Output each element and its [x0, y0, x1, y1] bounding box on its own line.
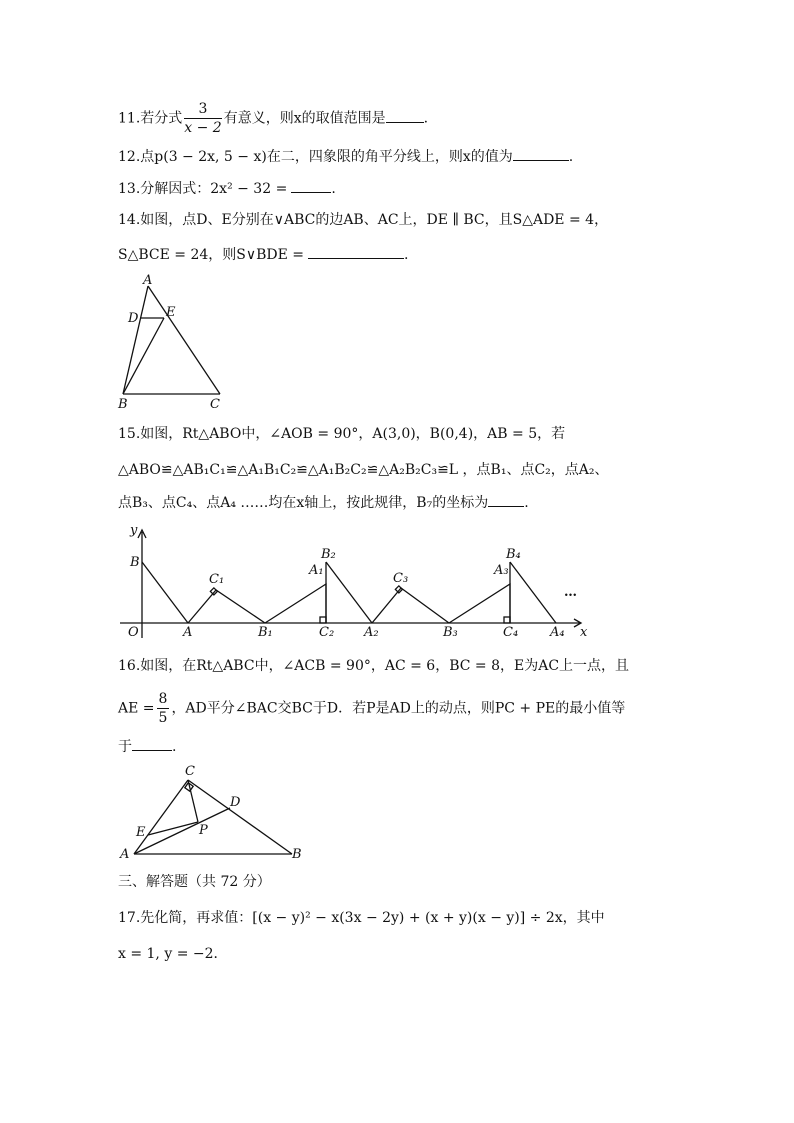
- q13-answer-blank[interactable]: [291, 178, 331, 193]
- fig14-side-ab: [123, 286, 148, 394]
- q12-end: .: [568, 149, 574, 165]
- fig15-label-a2: A₂: [364, 625, 379, 640]
- figure-16-right-triangle: [112, 762, 312, 864]
- fig15-label-a4: A₄: [550, 625, 565, 640]
- fig15-segment-b4a4: [510, 562, 556, 623]
- fig14-label-a: A: [143, 273, 153, 288]
- fig15-label-b2: B₂: [321, 547, 336, 562]
- fig15-segment-ba: [142, 562, 188, 623]
- q15-answer-blank[interactable]: [488, 492, 524, 507]
- fig15-label-x: x: [580, 625, 588, 640]
- fig16-segment-ad: [134, 808, 230, 854]
- q11-numerator: 3: [184, 100, 221, 119]
- question-14-line1: [118, 210, 608, 230]
- fig16-side-cb: [188, 780, 292, 854]
- fig15-triangle-1: [188, 590, 265, 623]
- q15-line3: 点B₃、点C₄、点A₄ ……均在x轴上，按此规律，B₇的坐标为: [118, 495, 489, 511]
- fig14-label-e: E: [166, 305, 176, 320]
- fig16-label-c: C: [185, 764, 195, 779]
- fig16-label-b: B: [292, 847, 302, 862]
- fig14-label-d: D: [128, 311, 139, 326]
- fig16-side-ca: [134, 780, 188, 854]
- q16-line1: 16.如图，在Rt△ABC中，∠ACB = 90°，AC = 6，BC = 8，E为AC上一点，且: [118, 658, 630, 674]
- q11-answer-blank[interactable]: [386, 108, 424, 123]
- fig15-right-angle-c1: [210, 588, 217, 595]
- fig14-segment-be: [123, 318, 164, 394]
- q16-end: .: [172, 739, 177, 755]
- fig14-label-b: B: [118, 397, 128, 412]
- q14-answer-blank[interactable]: [308, 244, 404, 259]
- fig15-label-c1: C₁: [209, 572, 225, 587]
- fig16-label-e: E: [136, 825, 146, 840]
- fig15-label-a1: A₁: [309, 563, 324, 578]
- fig15-triangle-3: [372, 588, 449, 623]
- q11-fraction: [184, 100, 221, 137]
- q16-line3: 于: [118, 739, 132, 755]
- fig15-ellipsis: …: [564, 585, 577, 600]
- q17-line2: x = 1, y = −2．: [118, 946, 228, 962]
- fig15-label-c4: C₄: [503, 625, 519, 640]
- fig16-label-a: A: [120, 847, 130, 862]
- section-3-heading: [118, 872, 271, 892]
- fig15-triangle-2: [265, 584, 326, 623]
- fig15-label-y: y: [130, 523, 138, 538]
- question-16-line2: [118, 690, 625, 727]
- fig15-label-c2: C₂: [319, 625, 335, 640]
- q16-fraction: [157, 690, 170, 727]
- q16-denominator: 5: [158, 710, 168, 726]
- fig15-label-c3: C₃: [393, 571, 409, 586]
- q13-end: .: [331, 181, 336, 197]
- question-11: [118, 100, 428, 137]
- question-13: [118, 178, 336, 199]
- fig15-label-b3: B₃: [443, 625, 458, 640]
- fig15-label-o: O: [128, 625, 139, 640]
- question-17-line1: [118, 908, 605, 928]
- fig14-label-c: C: [210, 397, 220, 412]
- figure-15-rolling-triangles: [112, 520, 602, 646]
- fig16-label-p: P: [199, 823, 208, 838]
- q14-line2: S△BCE = 24，则S∨BDE =: [118, 247, 305, 263]
- q16-line2: ，AD平分∠BAC交BC于D．若P是AD上的动点，则PC + PE的最小值等: [171, 700, 626, 717]
- fig15-label-b4: B₄: [506, 547, 521, 562]
- fig15-triangle-4: [449, 584, 510, 623]
- q16-answer-blank[interactable]: [132, 736, 172, 751]
- q16-numerator: 8: [158, 691, 168, 707]
- q11-denominator: x − 2: [184, 120, 222, 136]
- q12-answer-blank[interactable]: [513, 146, 569, 161]
- q15-line1: 15.如图，Rt△ABO中，∠AOB = 90°，A(3,0)，B(0,4)，AB = 5，若: [118, 426, 566, 442]
- question-14-line2: [118, 244, 409, 265]
- question-15-line2: [118, 460, 609, 480]
- fig15-label-a: A: [183, 625, 193, 640]
- q13-text: 13.分解因式：2x² − 32 =: [118, 181, 288, 197]
- question-12: [118, 146, 573, 167]
- question-16-line1: [118, 656, 629, 676]
- question-16-line3: [118, 736, 176, 757]
- fig15-label-a3: A₃: [494, 563, 509, 578]
- figure-14-triangle: [110, 272, 240, 412]
- fig15-label-b1: B₁: [258, 625, 273, 640]
- q14-line1: 14.如图，点D、E分别在∨ABC的边AB、AC上，DE ∥ BC，且S△ADE = 4，: [118, 212, 609, 228]
- fig15-label-b: B: [130, 555, 140, 570]
- q16-ae: AE =: [118, 700, 155, 717]
- q12-text: 12.点p(3 − 2x, 5 − x)在二，四象限的角平分线上，则x的值为: [118, 149, 513, 165]
- fig15-right-angle-c2: [320, 617, 326, 623]
- fig16-label-d: D: [230, 795, 241, 810]
- q15-line2: △ABO≌△AB₁C₁≌△A₁B₁C₂≌△A₁B₂C₂≌△A₂B₂C₃≌L ，点B₁、点C₂，点A₂、: [118, 462, 609, 478]
- q11-prefix: 11.若分式: [118, 110, 183, 127]
- q15-end: .: [524, 495, 529, 511]
- fig15-segment-b2a2: [326, 562, 372, 623]
- q14-end: .: [404, 247, 409, 263]
- fig15-right-angle-c4: [504, 617, 510, 623]
- question-15-line3: [118, 492, 529, 513]
- question-15-line1: [118, 424, 565, 444]
- section-3-title: 三、解答题（共 72 分）: [118, 874, 271, 890]
- q17-line1: 17.先化简，再求值：[(x − y)² − x(3x − 2y) + (x + y)(x − y)] ÷ 2x，其中: [118, 910, 605, 926]
- q11-suffix: 有意义，则x的取值范围是: [223, 110, 386, 127]
- fig15-right-angle-c3: [395, 586, 402, 593]
- fig14-side-ac: [148, 286, 220, 394]
- question-17-line2: [118, 944, 228, 964]
- q11-end: .: [423, 110, 429, 127]
